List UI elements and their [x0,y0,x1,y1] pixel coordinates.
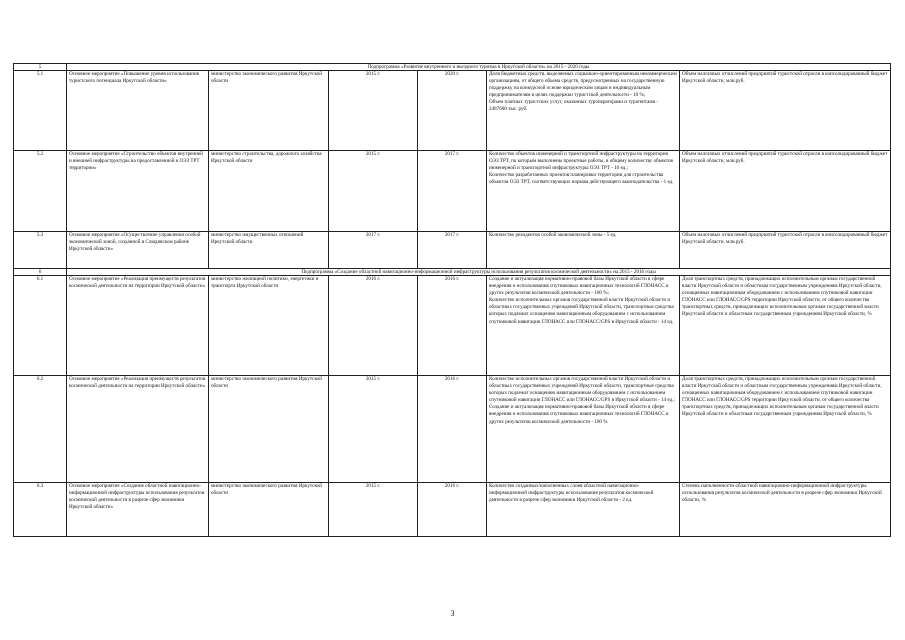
start-year: 2015 г. [329,483,418,537]
end-year: 2016 г. [418,276,487,376]
start-year: 2015 г. [329,71,418,151]
activity-name: Основное мероприятие «Реализация преимуществ результатов космической деятельности на территории Иркутской области» [67,376,209,483]
row-number: 5.3 [14,232,67,269]
activity-name: Основное мероприятие «Создание областной навигационно-информационной инфраструктуры использования результатов космической деятельности в разрезе сфер экономики Иркутской области» [67,483,209,537]
indicator-item: Создание и актуализация нормативно-правовой базы Иркутской области в сфере внедрения и использования спутниковых навигационных технологий ГЛОНАСС и других результатов космической деятельности - 100 %; [489,276,669,297]
executor: министерство жилищной политики, энергетики и транспорта Иркутской области [209,276,329,376]
impact-indicator: Объем налоговых отчислений предприятий туристской отрасли в консолидированный бюджет Иркутской области, млн.руб. [680,232,891,269]
indicator-item: Количество созданных/наполненных слоев областной навигационно-информационной инфраструктуры использования результатов космической деятельности в разрезе сфер экономики Иркутской области - 2 ед. [489,483,654,504]
indicator-item: Количество разработанных проектов планировки территории для строительства объектов ОЭЗ ТРТ, соответствующих нормам действующего законодательства - 1 ед. [489,172,674,186]
impact-indicator: Объем налоговых отчислений предприятий туристской отрасли в консолидированный бюджет Иркутской области, млн.руб. [680,71,891,151]
indicators-cell [487,151,680,232]
indicators-cell [487,376,680,483]
indicator-item: Количество объектов инженерной и транспортной инфраструктуры на территории ОЭЗ ТРТ, по которым выполнены проектные работы, в общему количеству объектов инженерной и транспортной инфраструктуры ОЭЗ ТРТ - 10 ед.; [489,151,673,172]
table-row [14,376,891,483]
end-year: 2016 г. [418,376,487,483]
row-number: 5.2 [14,151,67,232]
indicators-cell [487,276,680,376]
page-number: 3 [450,609,455,618]
executor: министерство экономического развития Иркутской области [209,71,329,151]
indicator-item: Доля бюджетных средств, выделяемых социально-ориентированным некоммерческим организациям, от общего объема средств, предусмотренных на государственную поддержку на конкурсной основе юридическим лицам и индивидуальным предпринимателям в целях поддержки туристской деятельности - 10 %; [489,71,677,99]
impact-indicator: Степень наполненности областной навигационно-информационной инфраструктуры использования результатов космической деятельности в разрезе сфер экономики Иркутской области, % [680,483,891,537]
executor: министерство имущественных отношений Иркутской области [209,232,329,269]
indicators-cell [487,232,680,269]
section-number: 6 [14,269,67,276]
indicators-cell [487,483,680,537]
table-row [14,71,891,151]
indicator-item: Количество исполнительных органов государственной власти Иркутской области и областных государственных учреждений Иркутской области, транспортные средства которых подлежат оснащению навигационным оборудованием с использованием спутниковой навигации ГЛОНАСС или ГЛОНАСС/GPS в Иркутской области - 14 ед.; [489,376,675,404]
indicator-item: Объем платных туристских услуг, оказанных туроператорами и турагентами - 2487600 тыс. руб. [489,99,659,113]
section-header-row [14,269,891,276]
activity-name: Основное мероприятие «Реализация преимуществ результатов космической деятельности на территории Иркутской области» [67,276,209,376]
indicator-item: Количество исполнительных органов государственной власти Иркутской области и областных государственных учреждений Иркутской области, транспортные средства которых подлежат оснащению навигационным оборудованием с использованием спутниковой навигации ГЛОНАСС или ГЛОНАСС/GPS в Иркутской области - 14 ед. [489,297,674,325]
row-number: 6.2 [14,376,67,483]
table-row [14,232,891,269]
indicator-item: Количество резидентов особой экономической зоны - 5 ед. [489,232,617,238]
indicator-item: Создание и актуализация нормативно-правовой базы Иркутской области в сфере внедрения и использования спутниковых навигационных технологий ГЛОНАСС и других результатов космической деятельности - 100 % [489,404,669,425]
start-year: 2015 г. [329,151,418,232]
end-year: 2017 г. [418,151,487,232]
row-number: 6.3 [14,483,67,537]
start-year: 2017 г. [329,232,418,269]
impact-indicator: Доля транспортных средств, принадлежащих исполнительным органам государственной власти Иркутской области и областным государственным учреждениям Иркутской области, оснащенных навигационным оборудованием с использованием спутниковой навигации ГЛОНАСС или ГЛОНАСС/GPS территории Иркутской области, от общего количества транспортных средств, принадлежащих исполнительным органам государственной власти Иркутской области и областным государственным учреждениям Иркутской области, % [680,376,891,483]
executor: министерство экономического развития Иркутской области [209,376,329,483]
section-number: 5 [14,64,67,71]
activity-name: Основное мероприятие «Осуществление управления особой экономической зоной, созданной в Слюдянском районе Иркутской области» [67,232,209,269]
start-year: 2015 г. [329,376,418,483]
impact-indicator: Доля транспортных средств, принадлежащих исполнительным органам государственной власти Иркутской области и областным государственным учреждениям Иркутской области, оснащенных навигационным оборудованием с использованием спутниковой навигации ГЛОНАСС или ГЛОНАСС/GPS территории Иркутской области, от общего количества транспортных средств, принадлежащих исполнительным органам государственной власти Иркутской области и областным государственным учреждениям Иркутской области, % [680,276,891,376]
table-row [14,483,891,537]
table-row [14,151,891,232]
activity-name: Основное мероприятие «Строительство объектов внутренней и внешней инфраструктуры на предоставленной к ОЭЗ ТРТ территории» [67,151,209,232]
activity-name: Основное мероприятие «Повышение уровня использования туристского потенциала Иркутской области» [67,71,209,151]
row-number: 5.1 [14,71,67,151]
end-year: 2020 г. [418,71,487,151]
section-title: Подпрограмма «Развитие внутреннего и въездного туризма в Иркутской области» на 2015 - 2020 годы [67,64,891,71]
start-year: 2016 г. [329,276,418,376]
program-table [13,63,891,537]
section-title: Подпрограмма «Создание областной навигационно-информационной инфраструктуры использования результатов космической деятельности» на 2015 - 2016 годы [67,269,891,276]
impact-indicator: Объем налоговых отчислений предприятий туристской отрасли в консолидированный бюджет Иркутской области, млн.руб. [680,151,891,232]
executor: министерство экономического развития Иркутской области [209,483,329,537]
end-year: 2017 г. [418,232,487,269]
row-number: 6.1 [14,276,67,376]
end-year: 2016 г. [418,483,487,537]
table-row [14,276,891,376]
executor: министерство строительства, дорожного хозяйства Иркутской области [209,151,329,232]
document-sheet [13,63,890,537]
indicators-cell [487,71,680,151]
section-header-row [14,64,891,71]
